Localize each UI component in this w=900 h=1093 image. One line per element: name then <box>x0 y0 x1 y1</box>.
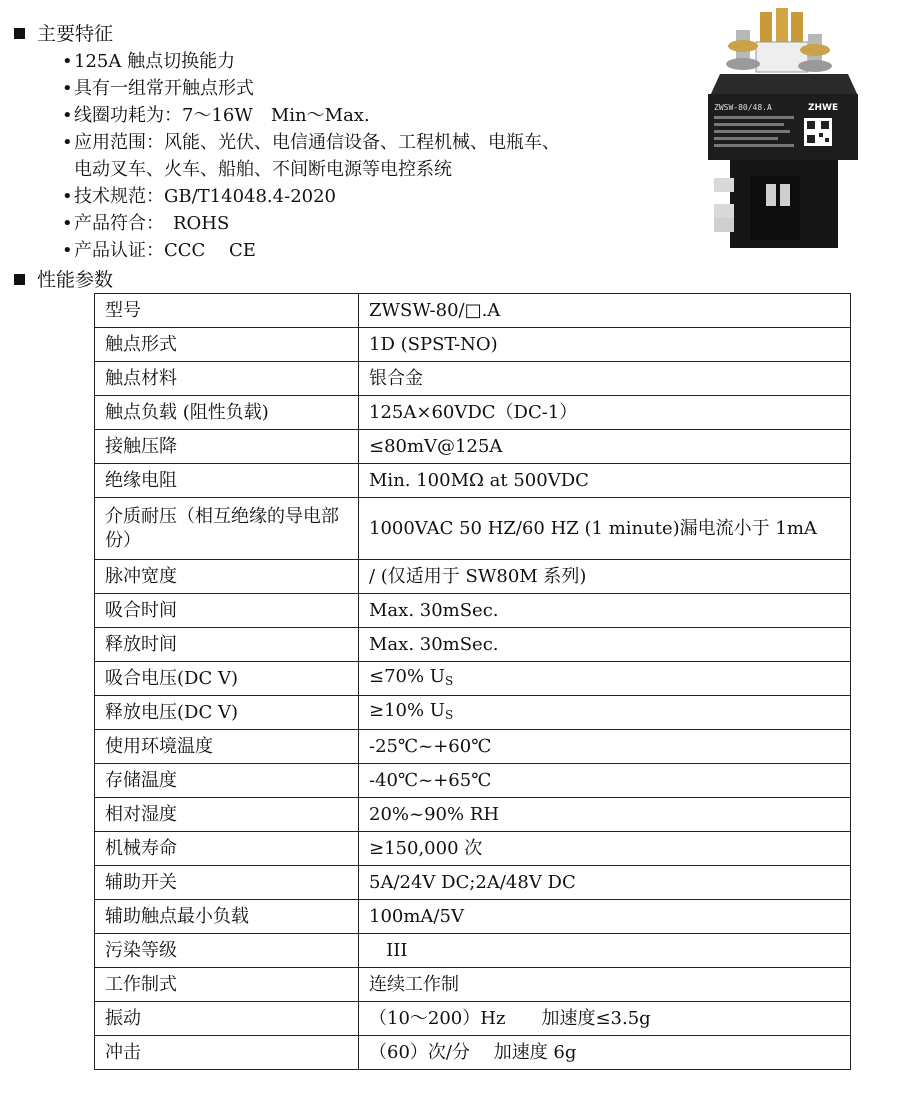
feature-item: •125A 触点切换能力 <box>62 51 236 72</box>
spec-table <box>94 293 851 1070</box>
spec-key: 辅助触点最小负载 <box>95 900 359 934</box>
feature-item: •产品认证：CCC CE <box>62 240 256 261</box>
table-row <box>95 328 851 362</box>
spec-key: 振动 <box>95 1002 359 1036</box>
spec-value: 银合金 <box>359 362 851 396</box>
spec-value: ≥150,000 次 <box>359 832 851 866</box>
section-title: 主要特征 <box>37 23 114 45</box>
product-image <box>700 6 868 252</box>
spec-value: -25℃~+60℃ <box>359 730 851 764</box>
spec-value: （10～200）Hz 加速度≤3.5g <box>359 1002 851 1036</box>
spec-value: Min. 100MΩ at 500VDC <box>359 464 851 498</box>
spec-key: 脉冲宽度 <box>95 560 359 594</box>
contactor-photo-icon <box>700 6 868 252</box>
table-row <box>95 594 851 628</box>
spec-value: 20%~90% RH <box>359 798 851 832</box>
table-row <box>95 866 851 900</box>
feature-item: •技术规范：GB/T14048.4-2020 <box>62 186 337 207</box>
table-row <box>95 464 851 498</box>
spec-key: 存储温度 <box>95 764 359 798</box>
spec-value: ZWSW-80/□.A <box>359 294 851 328</box>
table-row <box>95 798 851 832</box>
spec-key: 触点材料 <box>95 362 359 396</box>
spec-value: 125A×60VDC（DC-1） <box>359 396 851 430</box>
spec-value: 1000VAC 50 HZ/60 HZ (1 minute)漏电流小于 1mA <box>359 498 851 560</box>
table-row <box>95 662 851 696</box>
spec-key: 辅助开关 <box>95 866 359 900</box>
spec-key: 释放电压(DC V) <box>95 696 359 730</box>
spec-value: 连续工作制 <box>359 968 851 1002</box>
spec-key: 释放时间 <box>95 628 359 662</box>
table-row <box>95 764 851 798</box>
table-row <box>95 968 851 1002</box>
table-row <box>95 396 851 430</box>
square-bullet-icon <box>14 274 25 285</box>
spec-value: Max. 30mSec. <box>359 594 851 628</box>
spec-value: III <box>359 934 851 968</box>
section-title: 性能参数 <box>37 269 114 291</box>
spec-value: 1D (SPST-NO) <box>359 328 851 362</box>
table-row <box>95 900 851 934</box>
spec-value: 100mA/5V <box>359 900 851 934</box>
table-row <box>95 1036 851 1070</box>
table-row <box>95 934 851 968</box>
spec-key: 触点形式 <box>95 328 359 362</box>
spec-key: 使用环境温度 <box>95 730 359 764</box>
spec-key: 触点负载 (阻性负载) <box>95 396 359 430</box>
table-row <box>95 498 851 560</box>
table-row <box>95 696 851 730</box>
feature-item-continued: 电动叉车、火车、船舶、不间断电源等电控系统 <box>74 159 452 180</box>
spec-value: 5A/24V DC;2A/48V DC <box>359 866 851 900</box>
spec-key: 绝缘电阻 <box>95 464 359 498</box>
spec-value: Max. 30mSec. <box>359 628 851 662</box>
subscript: S <box>444 707 454 722</box>
spec-key: 吸合电压(DC V) <box>95 662 359 696</box>
section-heading-features <box>14 22 113 46</box>
table-row <box>95 730 851 764</box>
spec-key: 型号 <box>95 294 359 328</box>
feature-item: •线圈功耗为：7～16W Min～Max. <box>62 105 370 126</box>
square-bullet-icon <box>14 28 25 39</box>
feature-item: •产品符合： ROHS <box>62 213 230 234</box>
svg-text:ZHWE: ZHWE <box>808 103 839 113</box>
spec-table-body <box>95 294 851 1070</box>
table-row <box>95 362 851 396</box>
feature-item: •具有一组常开触点形式 <box>62 78 254 99</box>
table-row <box>95 628 851 662</box>
spec-key: 工作制式 <box>95 968 359 1002</box>
spec-key: 机械寿命 <box>95 832 359 866</box>
svg-text:ZWSW-80/48.A: ZWSW-80/48.A <box>714 103 772 112</box>
spec-key: 冲击 <box>95 1036 359 1070</box>
spec-value: ≤70% $U_S$ <box>359 662 851 696</box>
spec-key: 吸合时间 <box>95 594 359 628</box>
spec-value: ≥10% $U_S$ <box>359 696 851 730</box>
spec-key: 污染等级 <box>95 934 359 968</box>
subscript: S <box>444 673 454 688</box>
spec-value: ≤80mV@125A <box>359 430 851 464</box>
spec-key: 介质耐压（相互绝缘的导电部份） <box>95 498 359 560</box>
spec-value: -40℃~+65℃ <box>359 764 851 798</box>
table-row <box>95 560 851 594</box>
feature-item: •应用范围：风能、光伏、电信通信设备、工程机械、电瓶车、 <box>62 132 560 153</box>
section-heading-specs <box>14 268 113 292</box>
feature-list <box>62 48 560 264</box>
spec-value: / (仅适用于 SW80M 系列) <box>359 560 851 594</box>
spec-key: 接触压降 <box>95 430 359 464</box>
spec-value: （60）次/分 加速度 6g <box>359 1036 851 1070</box>
table-row <box>95 832 851 866</box>
table-row <box>95 294 851 328</box>
spec-key: 相对湿度 <box>95 798 359 832</box>
table-row <box>95 1002 851 1036</box>
table-row <box>95 430 851 464</box>
